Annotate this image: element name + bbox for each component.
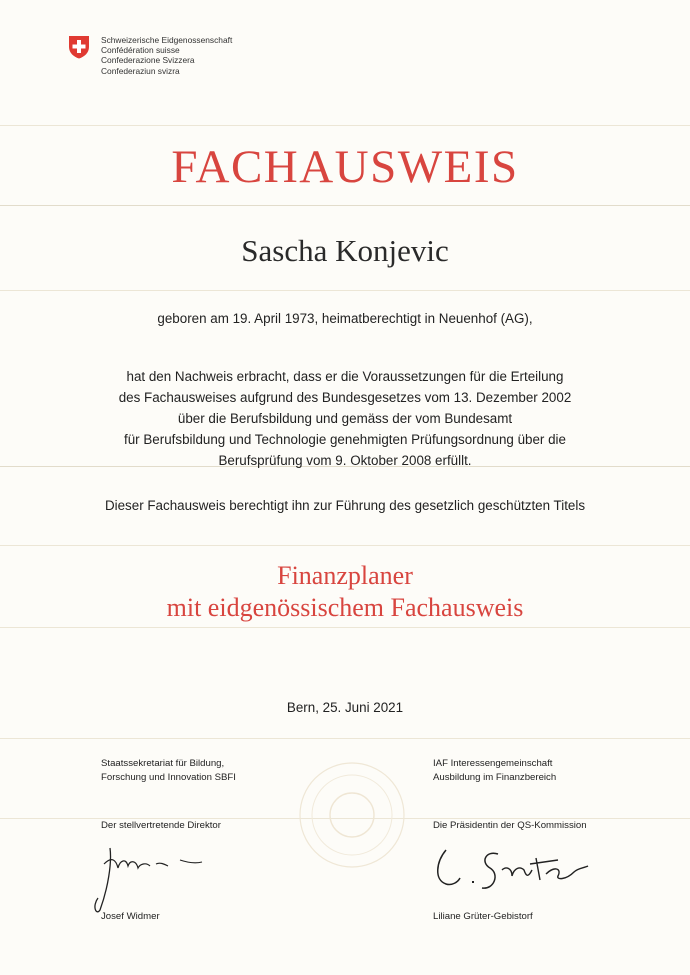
left-signatory-role: Der stellvertretende Direktor — [101, 820, 221, 831]
background-rule — [0, 545, 690, 546]
right-organization — [433, 757, 556, 784]
right-org-line: Ausbildung im Finanzbereich — [433, 771, 557, 783]
left-org-line: Staatssekretariat für Bildung, — [101, 758, 225, 769]
background-rule — [0, 627, 690, 628]
body-line: hat den Nachweis erbracht, dass er die Voraussetzungen für die Erteilung — [126, 369, 564, 384]
degree-line: mit eidgenössischem Fachausweis — [166, 593, 524, 622]
right-signatory-role: Die Präsidentin der QS-Kommission — [433, 820, 587, 831]
entitlement-line: Dieser Fachausweis berechtigt ihn zur Führung des gesetzlich geschützten Titels — [104, 498, 586, 513]
body-line: über die Berufsbildung und gemäss der vom Bundesamt — [177, 411, 513, 426]
embossed-seal — [292, 755, 412, 875]
degree-line: Finanzplaner — [277, 561, 413, 590]
left-signature — [90, 838, 210, 918]
confederation-names — [101, 35, 232, 76]
right-org-line: IAF Interessengemeinschaft — [433, 758, 553, 769]
right-signature — [428, 840, 598, 900]
right-signatory-name: Liliane Grüter-Gebistorf — [433, 911, 533, 922]
place-and-date: Bern, 25. Juni 2021 — [286, 700, 404, 715]
confederation-line-rm: Confederaziun svizra — [101, 65, 180, 76]
body-line: Berufsprüfung vom 9. Oktober 2008 erfüllt. — [218, 453, 472, 468]
background-rule — [0, 205, 690, 206]
background-rule — [0, 290, 690, 291]
background-rule — [0, 125, 690, 126]
confederation-line-it: Confederazione Svizzera — [101, 55, 195, 66]
degree-title — [0, 560, 690, 624]
holder-name: Sascha Konjevic — [241, 233, 449, 268]
left-organization — [101, 757, 236, 784]
birth-line: geboren am 19. April 1973, heimatberechtigt in Neuenhof (AG), — [157, 311, 533, 326]
confederation-line-de: Schweizerische Eidgenossenschaft — [101, 35, 233, 45]
left-signatory-name: Josef Widmer — [101, 911, 160, 922]
body-line: des Fachausweises aufgrund des Bundesgesetzes vom 13. Dezember 2002 — [118, 390, 572, 405]
certificate-body — [0, 366, 690, 471]
swiss-cross-icon — [67, 35, 91, 59]
background-rule — [0, 738, 690, 739]
certificate-title: FACHAUSWEIS — [171, 141, 519, 193]
body-line: für Berufsbildung und Technologie genehmigten Prüfungsordnung über die — [124, 432, 566, 447]
left-org-line: Forschung und Innovation SBFI — [101, 771, 236, 783]
confederation-line-fr: Confédération suisse — [101, 45, 180, 56]
